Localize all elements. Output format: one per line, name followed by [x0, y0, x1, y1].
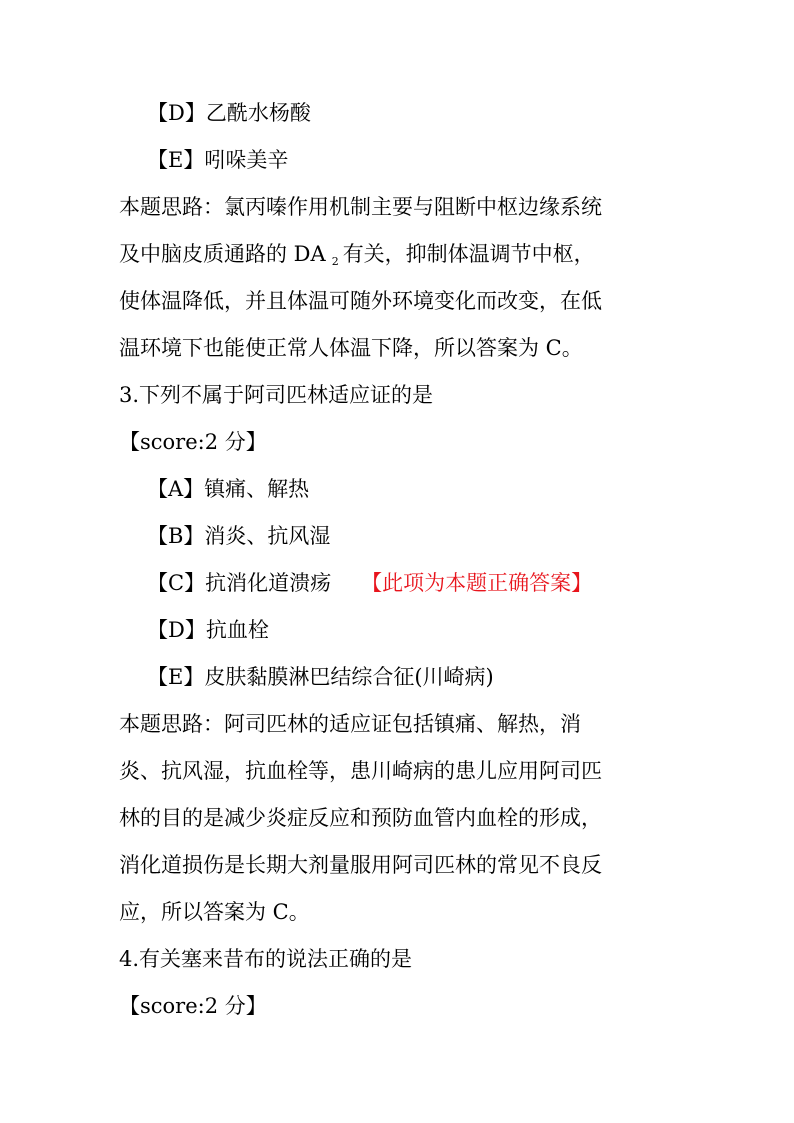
explanation-text: 有关，抑制体温调节中枢， — [342, 242, 595, 266]
score-label: 【score:2 分】 — [119, 994, 267, 1018]
explanation-line: 使体温降低，并且体温可随外环境变化而改变，在低 — [119, 289, 602, 313]
option-c — [147, 568, 592, 598]
option-d: 【D】抗血栓 — [147, 618, 269, 642]
explanation-text: 及中脑皮质通路的 DA — [119, 242, 326, 266]
explanation-line — [119, 239, 595, 277]
explanation-line: 温环境下也能使正常人体温下降，所以答案为 C。 — [119, 336, 583, 360]
question-title: 3.下列不属于阿司匹林适应证的是 — [119, 383, 434, 407]
question-title: 4.有关塞来昔布的说法正确的是 — [119, 947, 413, 971]
correct-answer-mark: 【此项为本题正确答案】 — [361, 571, 593, 595]
option-e: 【E】皮肤黏膜淋巴结综合征(川崎病) — [147, 665, 494, 689]
explanation-line: 消化道损伤是长期大剂量服用阿司匹林的常见不良反 — [119, 853, 602, 877]
explanation-line: 炎、抗风湿，抗血栓等，患川崎病的患儿应用阿司匹 — [119, 759, 602, 783]
score-label: 【score:2 分】 — [119, 430, 267, 454]
option-c-text: 【C】抗消化道溃疡 — [147, 571, 332, 595]
subscript: 2 — [331, 255, 339, 268]
option-e: 【E】吲哚美辛 — [147, 148, 289, 172]
explanation-line: 本题思路：氯丙嗪作用机制主要与阻断中枢边缘系统 — [119, 195, 602, 219]
explanation-line: 林的目的是减少炎症反应和预防血管内血栓的形成， — [119, 806, 602, 830]
option-d: 【D】乙酰水杨酸 — [147, 101, 311, 125]
explanation-line: 应，所以答案为 C。 — [119, 900, 310, 924]
option-a: 【A】镇痛、解热 — [147, 477, 310, 501]
explanation-line: 本题思路：阿司匹林的适应证包括镇痛、解热，消 — [119, 712, 581, 736]
option-b: 【B】消炎、抗风湿 — [147, 524, 331, 548]
